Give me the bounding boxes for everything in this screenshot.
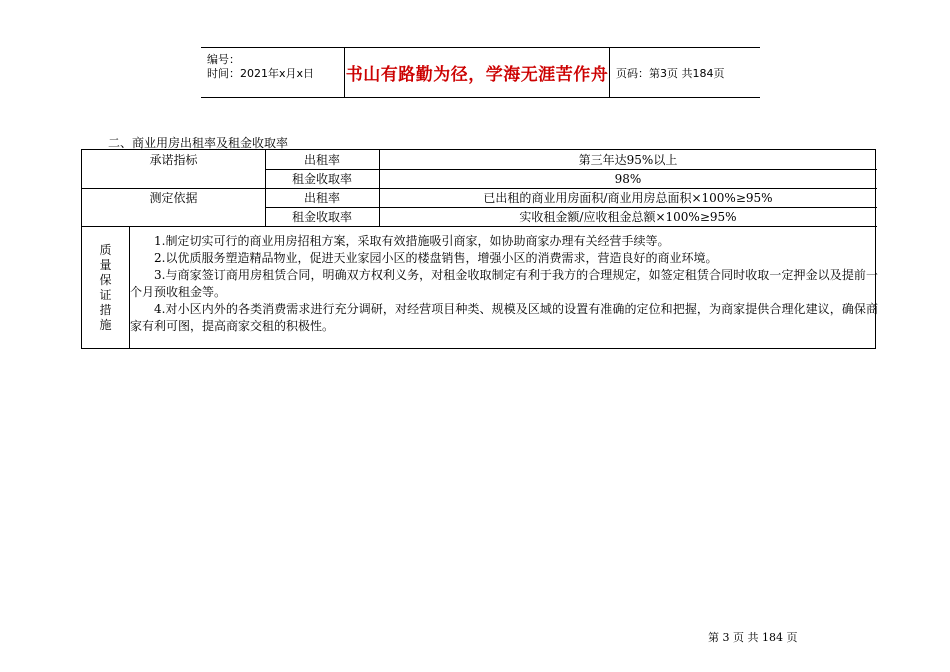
section-title: 二、商业用房出租率及租金收取率: [108, 136, 289, 150]
metric-name: 租金收取率: [291, 210, 352, 224]
quality-measures-label: [82, 227, 129, 348]
header-meta: [201, 48, 344, 97]
quality-label-char: 证: [99, 287, 112, 302]
quality-measures-text: [130, 233, 878, 335]
metric-name: 出租率: [303, 191, 340, 205]
basis-label: 测定依据: [149, 191, 198, 205]
metric-value: 已出租的商业用房面积/商业用房总面积×100%≥95%: [483, 191, 773, 205]
quality-label-char: 量: [99, 257, 112, 272]
metric-value: 第三年达95%以上: [578, 153, 678, 167]
quality-label-char: 施: [99, 317, 112, 332]
metric-name: 出租率: [303, 153, 340, 167]
page-footer: 第 3 页 共 184 页: [708, 631, 798, 644]
metric-value: 实收租金额/应收租金总额×100%≥95%: [519, 210, 737, 224]
indicator-table: [81, 149, 876, 349]
quality-label-char: 保: [99, 272, 112, 287]
quality-label-char: 质: [99, 242, 112, 257]
header-motto: 书山有路勤为径，学海无涯苦作舟: [344, 48, 610, 97]
document-number-label: 编号：: [207, 53, 240, 66]
measure-item: 3.与商家签订商用房租赁合同，明确双方权利义务，对租金收取制定有利于我方的合理规定，如签定租赁合同时收取一定押金以及提前一个月预收租金等。: [130, 268, 878, 299]
header-page-info-text: 页码：第3页 共184页: [616, 66, 725, 80]
header-page-info: [610, 48, 760, 97]
measure-item: 1.制定切实可行的商业用房招租方案，采取有效措施吸引商家，如协助商家办理有关经营手续等。: [154, 234, 670, 248]
commitment-label: 承诺指标: [149, 153, 198, 167]
table-divider: [82, 226, 877, 227]
page-header: [201, 47, 760, 98]
measure-item: 2.以优质服务塑造精品物业，促进天业家园小区的楼盘销售，增强小区的消费需求，营造良好的商业环境。: [154, 251, 718, 265]
metric-name: 租金收取率: [291, 172, 352, 186]
quality-label-char: 措: [99, 302, 112, 317]
measure-item: 4.对小区内外的各类消费需求进行充分调研，对经营项目种类、规模及区域的设置有准确的定位和把握，为商家提供合理化建议，确保商家有利可图，提高商家交租的积极性。: [130, 302, 878, 333]
metric-value: 98%: [614, 171, 642, 186]
document-time-label: 时间：2021年x月x日: [207, 67, 315, 80]
